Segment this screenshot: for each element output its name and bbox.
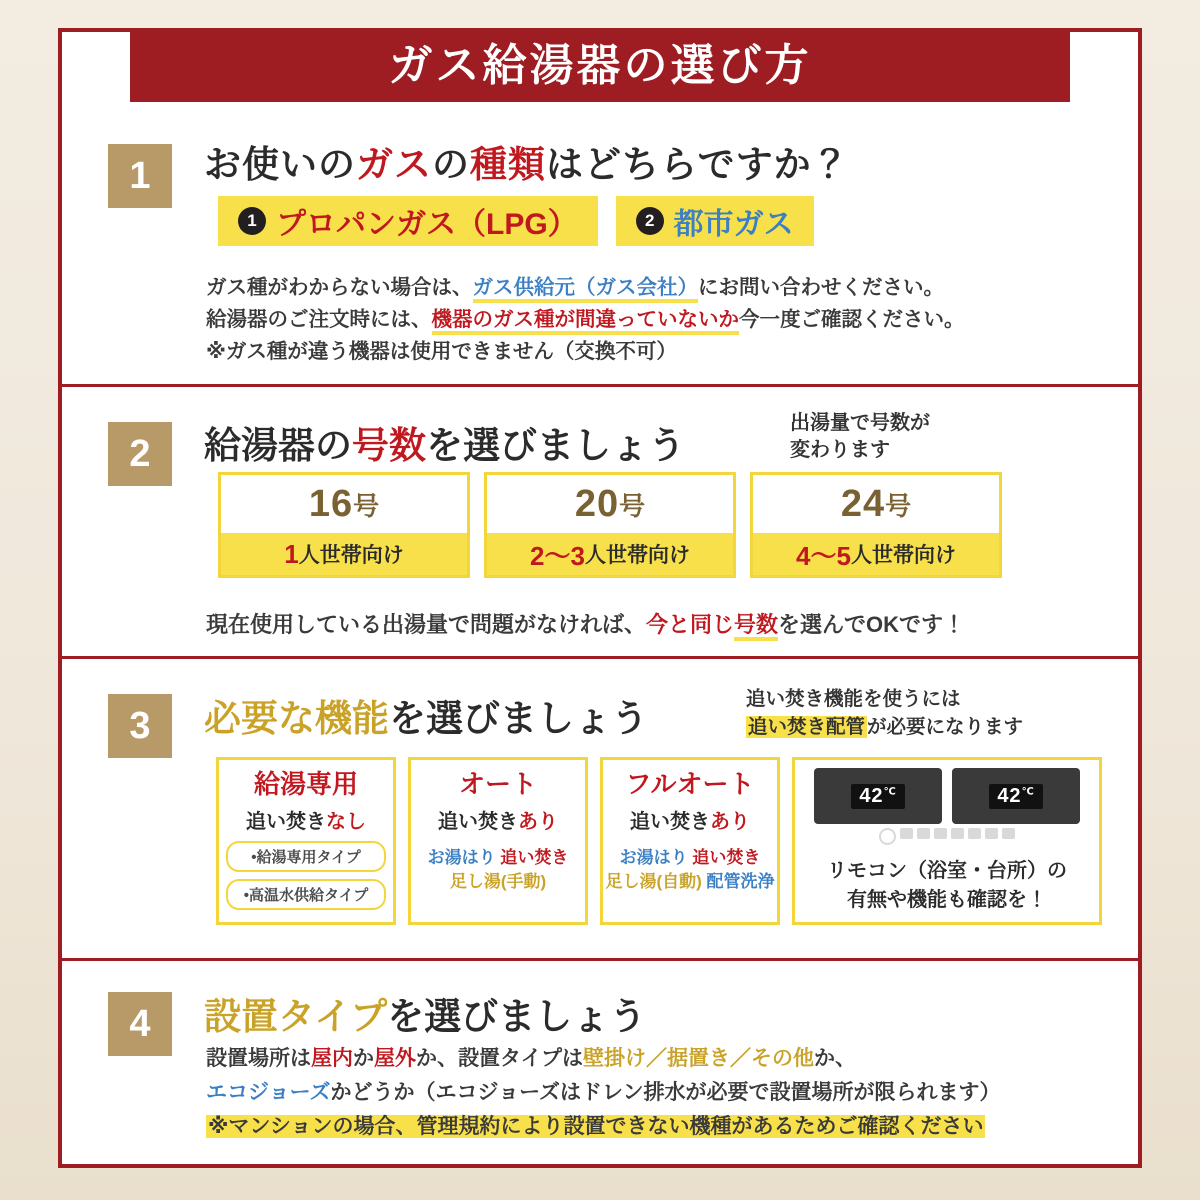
page-title: ガス給湯器の選び方	[388, 41, 812, 90]
gousu-card-24[interactable]: 24 号 4〜5 人世帯向け	[750, 472, 1002, 578]
section-4-heading: 設置タイプを選びましょう	[204, 996, 647, 1037]
gousu-value-24: 24	[840, 482, 886, 525]
title-ribbon	[130, 30, 1070, 102]
section-4-notes	[206, 1042, 1001, 1144]
gousu-card-16[interactable]: 16 号 1 人世帯向け	[218, 472, 470, 578]
function-card-auto[interactable]: オート 追い焚きあり お湯はり 追い焚き 足し湯(手動)	[408, 757, 588, 925]
function-card-full-auto[interactable]: フルオート 追い焚きあり お湯はり 追い焚き 足し湯(自動) 配管洗浄	[600, 757, 780, 925]
option-number-2: 2	[636, 207, 664, 235]
option-label-city: 都市ガス	[673, 208, 794, 241]
section-divider-1	[62, 384, 1138, 387]
remote-button-icon	[917, 828, 930, 839]
note-line-2: エコジョーズかどうか（エコジョーズはドレン排水が必要で設置場所が限られます）	[206, 1081, 1001, 1105]
gas-type-options	[218, 196, 814, 246]
option-label-lpg: プロパンガス（LPG）	[276, 208, 578, 241]
section-divider-2	[62, 656, 1138, 659]
section-2-heading: 給湯器の号数を選びましょう	[204, 425, 685, 466]
note-line-3: ※ガス種が違う機器は使用できません（交換不可）	[206, 339, 677, 363]
section-2-note: 現在使用している出湯量で問題がなければ、今と同じ号数を選んでOKです！	[206, 608, 965, 639]
note-line-1: ガス種がわからない場合は、ガス供給元（ガス会社）にお問い合わせください。	[206, 272, 965, 304]
gousu-card-20[interactable]: 20 号 2〜3 人世帯向け	[484, 472, 736, 578]
step-badge-1: 1	[108, 144, 172, 208]
card-title: オート	[458, 769, 537, 799]
remote-button-icon	[985, 828, 998, 839]
remote-button-icon	[968, 828, 981, 839]
step-badge-3: 3	[108, 694, 172, 758]
function-cards	[216, 757, 1102, 925]
card-title: フルオート	[625, 769, 755, 799]
card-title: 給湯専用	[253, 769, 358, 799]
remote-buttons-row	[795, 828, 1099, 845]
function-card-kyutou-senyou[interactable]: 給湯専用 追い焚きなし •給湯専用タイプ •高温水供給タイプ	[216, 757, 396, 925]
step-badge-2: 2	[108, 422, 172, 486]
gousu-value-20: 20	[574, 482, 620, 525]
card-pill-1: •給湯専用タイプ	[226, 841, 386, 872]
step-badge-4: 4	[108, 992, 172, 1056]
remote-button-icon	[1002, 828, 1015, 839]
remote-illustrations	[795, 768, 1099, 824]
section-2-subnote: 出湯量で号数が 変わります	[790, 412, 930, 461]
remote-button-icon	[951, 828, 964, 839]
gousu-cards	[218, 472, 1002, 578]
gas-option-city[interactable]	[616, 196, 814, 246]
remote-button-icon	[900, 828, 913, 839]
remote-bathroom-icon: 42℃	[814, 768, 942, 824]
remote-control-card[interactable]	[792, 757, 1102, 925]
note-line-1: 設置場所は屋内か屋外か、設置タイプは壁掛け／据置き／その他か、	[206, 1047, 856, 1070]
section-divider-3	[62, 958, 1138, 961]
section-3-subnote: 追い焚き機能を使うには 追い焚き配管 が必要になります	[746, 688, 1024, 739]
gousu-value-16: 16	[308, 482, 354, 525]
card-tags: お湯はり 追い焚き 足し湯(自動) 配管洗浄	[605, 847, 775, 892]
note-line-2: 給湯器のご注文時には、機器のガス種が間違っていないか今一度ご確認ください。	[206, 304, 965, 336]
remote-button-icon	[934, 828, 947, 839]
remote-power-icon	[879, 828, 896, 845]
remote-kitchen-icon: 42℃	[952, 768, 1080, 824]
note-line-3: ※マンションの場合、管理規約により設置できない機種があるためご確認ください	[208, 1115, 984, 1139]
card-pill-2: •高温水供給タイプ	[226, 879, 386, 910]
option-number-1: 1	[238, 207, 266, 235]
gas-option-lpg[interactable]	[218, 196, 598, 246]
section-1-notes	[206, 272, 965, 367]
section-1-heading: お使いのガスの種類はどちらですか？	[204, 144, 850, 185]
section-3-heading: 必要な機能を選びましょう	[204, 698, 648, 739]
remote-card-text: リモコン（浴室・台所）の 有無や機能も確認を！	[827, 860, 1067, 911]
card-tags: お湯はり 追い焚き 足し湯(手動)	[427, 847, 569, 892]
